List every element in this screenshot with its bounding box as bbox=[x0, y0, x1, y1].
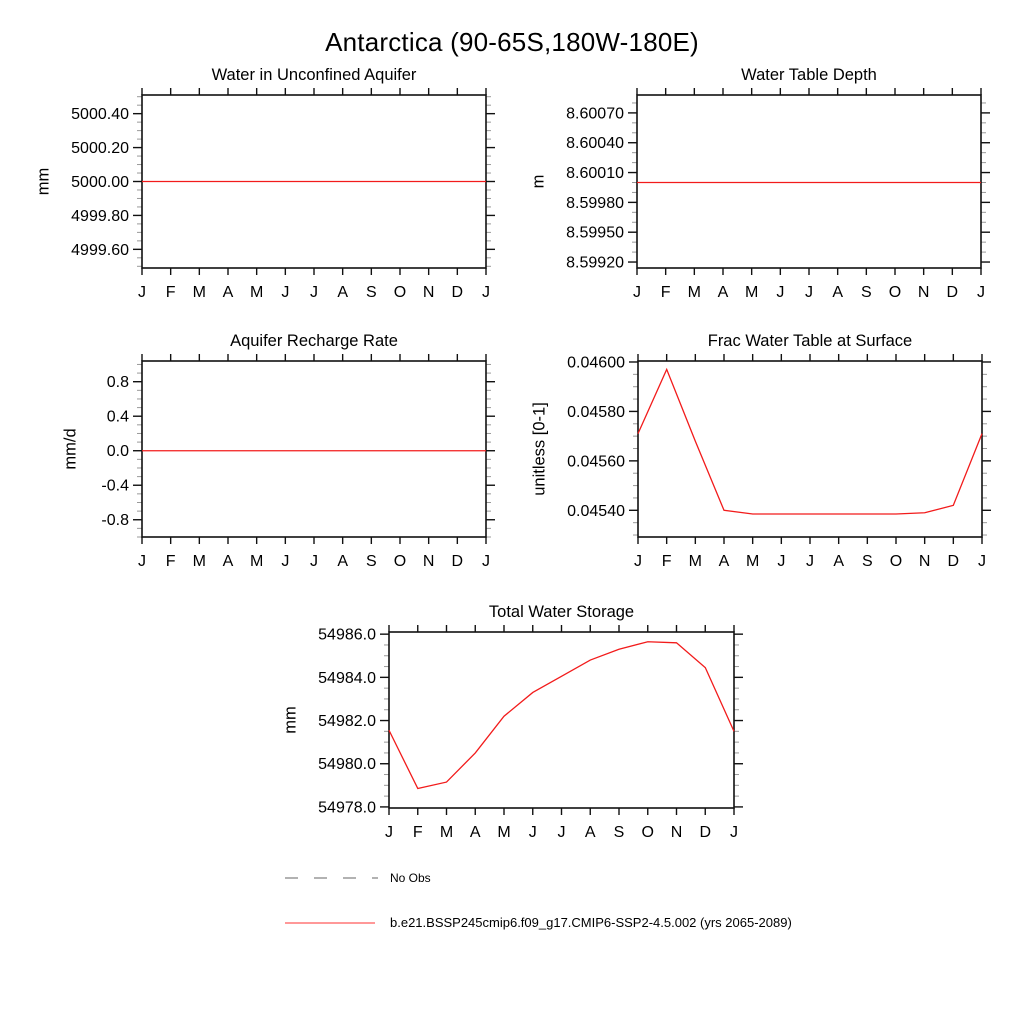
y-tick-label: 8.59980 bbox=[566, 194, 624, 212]
x-tick-label: O bbox=[641, 824, 654, 841]
x-tick-label: S bbox=[365, 553, 377, 570]
x-tick-label: J bbox=[138, 553, 146, 570]
y-tick-label: -0.8 bbox=[101, 512, 129, 530]
panel-title-water-in-unconfined-aquifer: Water in Unconfined Aquifer bbox=[211, 66, 417, 84]
y-axis-unit-label: m bbox=[529, 174, 548, 189]
x-tick-label: S bbox=[365, 284, 377, 301]
y-tick-label: 8.59920 bbox=[566, 254, 624, 272]
x-tick-label: J bbox=[776, 284, 785, 301]
panel-title-total-water-storage: Total Water Storage bbox=[488, 603, 635, 621]
x-tick-label: M bbox=[439, 824, 454, 841]
x-tick-label: N bbox=[670, 824, 683, 841]
x-tick-label: N bbox=[422, 284, 435, 301]
x-tick-label: J bbox=[805, 284, 813, 301]
y-axis-unit-label: mm bbox=[281, 706, 300, 734]
y-axis-unit-label: mm bbox=[34, 167, 53, 196]
x-tick-label: S bbox=[860, 284, 872, 301]
y-tick-label: 5000.20 bbox=[71, 140, 129, 158]
x-tick-label: M bbox=[250, 553, 264, 570]
x-tick-label: M bbox=[497, 824, 511, 841]
x-tick-label: M bbox=[688, 553, 702, 570]
plot-box bbox=[389, 632, 734, 808]
x-tick-label: D bbox=[947, 553, 960, 570]
x-tick-label: J bbox=[528, 824, 537, 841]
x-tick-label: A bbox=[833, 553, 845, 570]
x-tick-label: J bbox=[385, 824, 393, 841]
y-tick-label: 5000.40 bbox=[71, 106, 129, 124]
x-tick-label: F bbox=[660, 284, 671, 301]
y-tick-label: 8.59950 bbox=[566, 224, 624, 242]
y-tick-label: 8.60010 bbox=[566, 165, 624, 183]
series-label: b.e21.BSSP245cmip6.f09_g17.CMIP6-SSP2-4.5.002 (yrs 2065-2089) bbox=[390, 915, 792, 930]
y-tick-label: 0.4 bbox=[106, 408, 129, 426]
x-tick-label: N bbox=[917, 284, 930, 301]
x-tick-label: F bbox=[661, 553, 672, 570]
x-tick-label: N bbox=[918, 553, 931, 570]
x-tick-label: J bbox=[633, 284, 641, 301]
y-tick-label: 0.8 bbox=[106, 374, 129, 392]
x-tick-label: F bbox=[412, 824, 423, 841]
y-tick-label: 54982.0 bbox=[318, 713, 376, 731]
x-tick-label: J bbox=[806, 553, 814, 570]
y-tick-label: 0.04580 bbox=[567, 403, 625, 421]
x-tick-label: J bbox=[482, 284, 490, 301]
plot-total-water-storage bbox=[274, 596, 759, 870]
series-line-total-water-storage bbox=[389, 642, 734, 789]
plot-box bbox=[638, 361, 982, 537]
y-axis-unit-label: mm/d bbox=[61, 428, 80, 470]
x-tick-label: J bbox=[557, 824, 566, 841]
x-tick-label: A bbox=[337, 284, 349, 301]
y-tick-label: 0.04560 bbox=[567, 453, 625, 471]
x-tick-label: O bbox=[888, 284, 902, 301]
x-tick-label: M bbox=[745, 284, 759, 301]
x-tick-label: O bbox=[889, 553, 903, 570]
x-tick-label: M bbox=[687, 284, 701, 301]
y-tick-label: 54986.0 bbox=[318, 626, 376, 644]
x-tick-label: F bbox=[165, 553, 176, 570]
x-tick-label: J bbox=[138, 284, 146, 301]
x-tick-label: D bbox=[451, 284, 464, 301]
y-tick-label: 8.60070 bbox=[566, 105, 624, 123]
y-tick-label: 54978.0 bbox=[318, 799, 376, 817]
plot-aquifer-recharge-rate bbox=[27, 325, 511, 599]
y-tick-label: 0.04540 bbox=[567, 502, 625, 520]
y-tick-label: 0.04600 bbox=[567, 354, 625, 372]
x-tick-label: J bbox=[310, 284, 318, 301]
plot-water-in-unconfined-aquifer bbox=[27, 59, 511, 330]
x-tick-label: A bbox=[337, 553, 349, 570]
y-tick-label: 5000.00 bbox=[71, 174, 129, 191]
page-title: Antarctica (90-65S,180W-180E) bbox=[325, 27, 699, 57]
x-tick-label: S bbox=[613, 824, 625, 841]
x-tick-label: D bbox=[451, 553, 464, 570]
x-tick-label: A bbox=[469, 824, 481, 841]
x-tick-label: S bbox=[861, 553, 873, 570]
x-tick-label: D bbox=[946, 284, 959, 301]
x-tick-label: O bbox=[393, 284, 407, 301]
panel-title-frac-water-table-at-surface: Frac Water Table at Surface bbox=[707, 332, 913, 350]
x-tick-label: J bbox=[281, 284, 290, 301]
y-tick-label: 4999.60 bbox=[71, 241, 129, 259]
y-tick-label: 4999.80 bbox=[71, 207, 129, 225]
x-tick-label: J bbox=[730, 824, 738, 841]
x-tick-label: D bbox=[699, 824, 712, 841]
panel-title-water-table-depth: Water Table Depth bbox=[741, 66, 877, 84]
y-tick-label: 0.0 bbox=[106, 443, 129, 461]
no-obs-label: No Obs bbox=[390, 870, 431, 885]
y-tick-label: -0.4 bbox=[101, 477, 129, 495]
plot-box bbox=[142, 361, 486, 537]
series-line-sample bbox=[283, 915, 381, 930]
x-tick-label: A bbox=[718, 553, 730, 570]
y-axis-unit-label: unitless [0-1] bbox=[530, 402, 549, 496]
x-tick-label: M bbox=[250, 284, 264, 301]
x-tick-label: A bbox=[222, 553, 234, 570]
x-tick-label: A bbox=[832, 284, 844, 301]
x-tick-label: J bbox=[978, 553, 986, 570]
x-tick-label: A bbox=[584, 824, 596, 841]
x-tick-label: A bbox=[222, 284, 234, 301]
x-tick-label: A bbox=[717, 284, 729, 301]
panel-title-aquifer-recharge-rate: Aquifer Recharge Rate bbox=[230, 332, 398, 350]
x-tick-label: F bbox=[165, 284, 176, 301]
x-tick-label: J bbox=[310, 553, 318, 570]
plot-frac-water-table-at-surface bbox=[523, 325, 1007, 599]
legend-item-model-series bbox=[283, 915, 792, 930]
y-tick-label: 54980.0 bbox=[318, 756, 376, 774]
series-line-frac-water-table-at-surface bbox=[638, 369, 982, 514]
x-tick-label: J bbox=[482, 553, 490, 570]
x-tick-label: J bbox=[281, 553, 290, 570]
y-tick-label: 54984.0 bbox=[318, 669, 376, 687]
x-tick-label: M bbox=[192, 284, 206, 301]
plot-water-table-depth bbox=[522, 59, 1006, 330]
no-obs-dash-line bbox=[283, 870, 381, 885]
x-tick-label: O bbox=[393, 553, 407, 570]
x-tick-label: J bbox=[777, 553, 786, 570]
x-tick-label: M bbox=[746, 553, 760, 570]
x-tick-label: M bbox=[192, 553, 206, 570]
y-tick-label: 8.60040 bbox=[566, 135, 624, 153]
x-tick-label: J bbox=[634, 553, 642, 570]
x-tick-label: J bbox=[977, 284, 985, 301]
x-tick-label: N bbox=[422, 553, 435, 570]
plot-box bbox=[637, 95, 981, 268]
legend-item-no-obs bbox=[283, 870, 431, 885]
